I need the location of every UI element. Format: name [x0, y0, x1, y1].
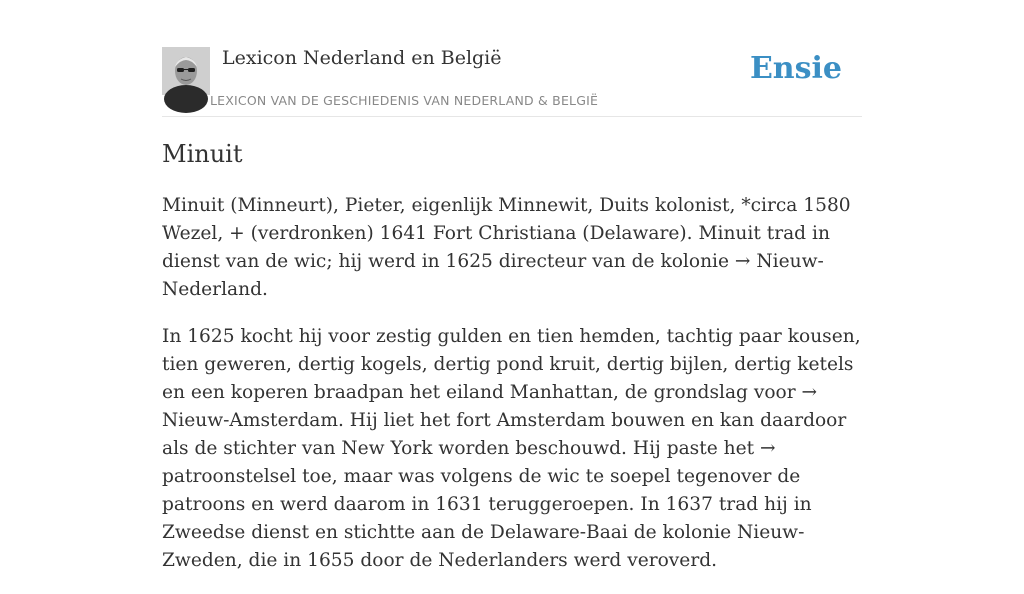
avatar-portrait-icon — [162, 47, 210, 95]
lexicon-header — [162, 0, 862, 117]
article-paragraph: Minuit (Minneurt), Pieter, eigenlijk Minnewit, Duits kolonist, *circa 1580 Wezel, + (verdronken) 1641 Fort Christiana (Delaware). Minuit trad in dienst van de wic; hij werd in 1625 directeur van de kolonie → Nieuw-Nederland. — [162, 195, 851, 300]
article-paragraph: In 1625 kocht hij voor zestig gulden en tien hemden, tachtig paar kousen, tien geweren, dertig kogels, dertig pond kruit, dertig bijlen, dertig ketels en een koperen braadpan het eiland Manhattan, de grondslag voor → Nieuw-Amsterdam. Hij liet het fort Amsterdam bouwen en kan daardoor als de stichter van New York worden beschouwd. Hij paste het → patroonstelsel toe, maar was volgens de wic te soepel tegenover de patroons en werd daarom in 1631 teruggeroepen. In 1637 trad hij in Zweedse dienst en stichtte aan de Delaware-Baai de kolonie Nieuw-Zweden, die in 1655 door de Nederlanders werd veroverd. — [162, 326, 861, 571]
page-container — [162, 0, 862, 571]
article-title: Minuit — [162, 140, 243, 168]
article-body — [162, 192, 864, 594]
ensie-logo-link[interactable]: Ensie — [749, 51, 842, 86]
lexicon-subtitle: LEXICON VAN DE GESCHIEDENIS VAN NEDERLAND & BELGIË — [210, 93, 599, 108]
author-avatar[interactable] — [162, 47, 210, 95]
lexicon-title[interactable]: Lexicon Nederland en België — [222, 47, 502, 69]
